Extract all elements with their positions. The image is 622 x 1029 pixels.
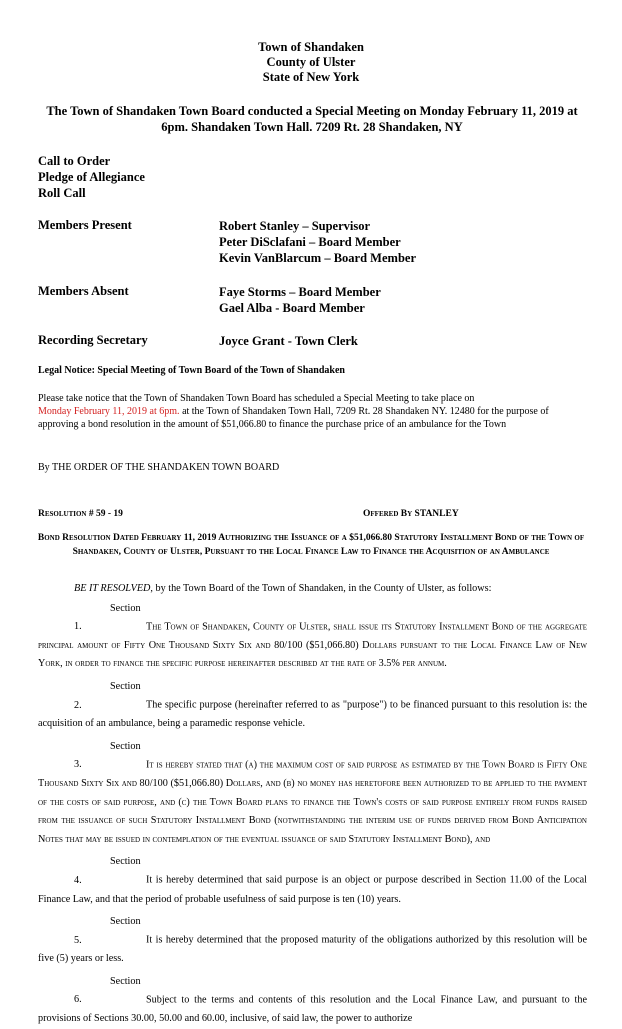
legal-notice-title: Legal Notice: Special Meeting of Town Board of the Town of Shandaken <box>38 365 345 376</box>
header-state: State of New York <box>262 70 360 84</box>
meeting-date-highlight: Monday February 11, 2019 at 6pm. <box>38 406 180 417</box>
resolution-number: Resolution # 59 - 19 <box>38 509 123 519</box>
agenda-item: Pledge of Allegiance <box>38 170 145 184</box>
header-county: County of Ulster <box>266 55 356 69</box>
member-name: Peter DiSclafani – Board Member <box>219 235 401 249</box>
member-name: Robert Stanley – Supervisor <box>219 219 371 233</box>
legal-notice-text <box>38 392 588 431</box>
section-label: Section 5. <box>74 916 141 946</box>
members-absent-list <box>219 284 381 316</box>
section-text: The Town of Shandaken, County of Ulster, shall issue its Statutory Installment Bond of the aggregate principal amount of Fifty One Thousand Sixty Six and 80/100 ($51,066.80) Dollars pursuant to the Local Finance Law of New York, in order to finance the specific purpose hereinafter described at the rate of 3.5% per annum. <box>38 621 587 670</box>
resolved-emphasis: BE IT RESOLVED <box>74 583 151 594</box>
recording-secretary-label: Recording Secretary <box>38 333 148 347</box>
members-present-list <box>219 218 416 266</box>
section-text: Subject to the terms and contents of this resolution and the Local Finance Law, and pursuant to the provisions of Sections 30.00, 50.00 and 60.00, inclusive, of said law, the power to authorize <box>38 994 587 1025</box>
offered-by: Offered By STANLEY <box>363 509 459 519</box>
section-text: It is hereby determined that said purpose is an object or purpose described in Section 11.00 of the Local Finance Law, and that the period of probable usefulness of said purpose is ten (10) years. <box>38 874 587 905</box>
section-label: Section 3. <box>74 740 141 771</box>
section-label: Section 2. <box>74 680 141 711</box>
member-name: Gael Alba - Board Member <box>219 301 365 315</box>
member-name: Faye Storms – Board Member <box>219 285 381 299</box>
agenda-item: Roll Call <box>38 186 86 200</box>
agenda-item: Call to Order <box>38 154 111 168</box>
board-order: By THE ORDER OF THE SHANDAKEN TOWN BOARD <box>38 462 280 473</box>
member-name: Kevin VanBlarcum – Board Member <box>219 251 416 265</box>
resolved-text: , by the Town Board of the Town of Shandaken, in the County of Ulster, as follows: <box>150 583 492 594</box>
section-paragraph <box>38 600 587 674</box>
section-text: It is hereby stated that (a) the maximum cost of said purpose as estimated by the Town Board is Fifty One Thousand Sixty Six and 80/100 ($51,066.80) Dollars, and (b) no money has heretofore been authorized to be applied to the payment of the costs of said purpose, and (c) the Town Board plans to finance the Town's costs of said purpose entirely from funds raised from the issuance of such Statutory Installment Bond (notwithstanding the interim use of funds derived from Bond Anticipation Notes that may be issued in contemplation of the eventual issuance of said Statutory Installment Bond), and <box>38 759 587 845</box>
resolution-body <box>38 580 587 1029</box>
meeting-intro: The Town of Shandaken Town Board conducted a Special Meeting on Monday February 11, 2019 at 6pm. Shandaken Town Hall. 7209 Rt. 28 Shandaken, NY <box>46 104 578 134</box>
section-text: The specific purpose (hereinafter referred to as "purpose") to be financed pursuant to this resolution is: the acquisition of an ambulance, being a paramedic response vehicle. <box>38 699 587 730</box>
header-town: Town of Shandaken <box>258 40 364 54</box>
section-paragraph <box>38 738 587 850</box>
section-label: Section 4. <box>74 856 141 886</box>
resolved-clause <box>38 580 587 599</box>
members-present-label: Members Present <box>38 218 132 232</box>
bond-resolution-title: Bond Resolution Dated February 11, 2019 Authorizing the Issuance of a $51,066.80 Statutory Installment Bond of the Town of Shandaken, County of Ulster, Pursuant to the Local Finance Law to Finance the Acquisition of an Ambulance <box>37 533 585 557</box>
section-label: Section 6. <box>74 975 141 1006</box>
section-paragraph <box>38 973 587 1029</box>
legal-notice-text-b: at the Town of Shandaken Town Hall, 7209 Rt. 28 Shandaken NY. 12480 for the purpose of approving a bond resolution in the amount of $51,066.80 to finance the purchase price of an ambulance for the Town <box>38 406 549 430</box>
section-paragraph <box>38 913 587 969</box>
section-paragraph <box>38 853 587 909</box>
members-absent-label: Members Absent <box>38 284 129 298</box>
recording-secretary-name: Joyce Grant - Town Clerk <box>219 334 358 348</box>
legal-notice-text-a: Please take notice that the Town of Shandaken Town Board has scheduled a Special Meeting to take place on <box>38 393 475 404</box>
section-text: It is hereby determined that the proposed maturity of the obligations authorized by this resolution will be five (5) years or less. <box>38 934 587 965</box>
section-paragraph <box>38 678 587 734</box>
agenda-list <box>38 153 145 201</box>
section-label: Section 1. <box>74 602 141 633</box>
